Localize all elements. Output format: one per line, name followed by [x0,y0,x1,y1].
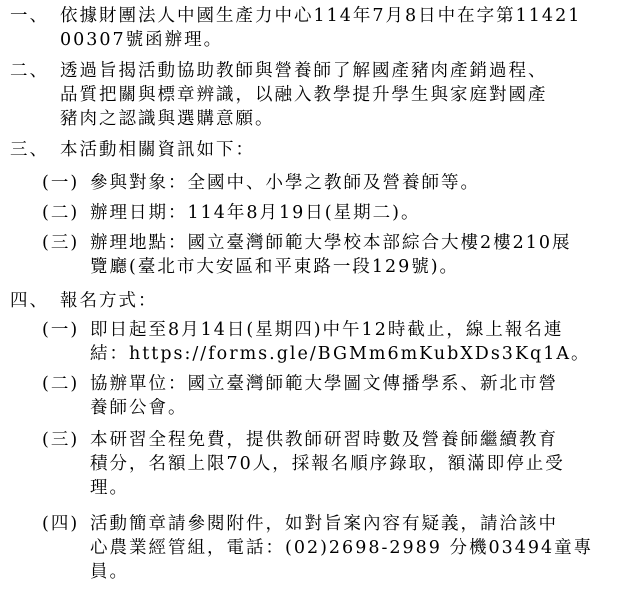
item-marker-3-3: (三) [42,233,80,253]
section-4-heading: 報名方式： [60,291,158,311]
item-marker-4-4: (四) [42,514,80,534]
item-3-3-line-1: 辦理地點：國立臺灣師範大學校本部綜合大樓2樓210展 [90,233,572,253]
item-3-3-line-2: 覽廳(臺北市大安區和平東路一段129號)。 [90,257,460,277]
item-3-2-line-1: 辦理日期：114年8月19日(星期二)。 [90,203,421,223]
item-3-1-line-1: 參與對象：全國中、小學之教師及營養師等。 [90,173,480,193]
section-marker-2: 二、 [10,61,49,81]
item-4-3-line-2: 積分，名額上限70人，採報名順序錄取，額滿即停止受 [90,454,565,474]
item-marker-3-2: (二) [42,203,80,223]
section-marker-1: 一、 [10,6,49,26]
section-marker-3: 三、 [10,140,49,160]
item-4-1-line-1: 即日起至8月14日(星期四)中午12時截止，線上報名連 [90,320,564,340]
item-4-3-line-1: 本研習全程免費，提供教師研習時數及營養師繼續教育 [90,430,558,450]
section-marker-4: 四、 [10,291,49,311]
section-3-heading: 本活動相關資訊如下： [60,140,255,160]
section-1-line-1: 依據財團法人中國生產力中心114年7月8日中在字第11421 [60,6,582,26]
item-marker-4-1: (一) [42,320,80,340]
item-marker-4-3: (三) [42,430,80,450]
item-marker-3-1: (一) [42,173,80,193]
section-1-line-2: 00307號函辦理。 [60,30,224,50]
item-4-4-line-1: 活動簡章請參閱附件，如對旨案內容有疑義，請洽該中 [90,514,558,534]
section-2-line-3: 豬肉之認識與選購意願。 [60,109,275,129]
item-4-4-line-2: 心農業經管組，電話：(02)2698-2989 分機03494童專 [90,538,594,558]
section-2-line-2: 品質把關與標章辨識，以融入教學提升學生與家庭對國產 [60,85,548,105]
registration-link[interactable]: 結：https://forms.gle/BGMm6mKubXDs3Kq1A。 [90,344,591,364]
item-4-2-line-2: 養師公會。 [90,398,188,418]
item-marker-4-2: (二) [42,374,80,394]
section-2-line-1: 透過旨揭活動協助教師與營養師了解國產豬肉產銷過程、 [60,61,548,81]
item-4-4-line-3: 員。 [90,562,129,582]
item-4-2-line-1: 協辦單位：國立臺灣師範大學圖文傳播學系、新北市營 [90,374,558,394]
item-4-3-line-3: 理。 [90,478,129,498]
